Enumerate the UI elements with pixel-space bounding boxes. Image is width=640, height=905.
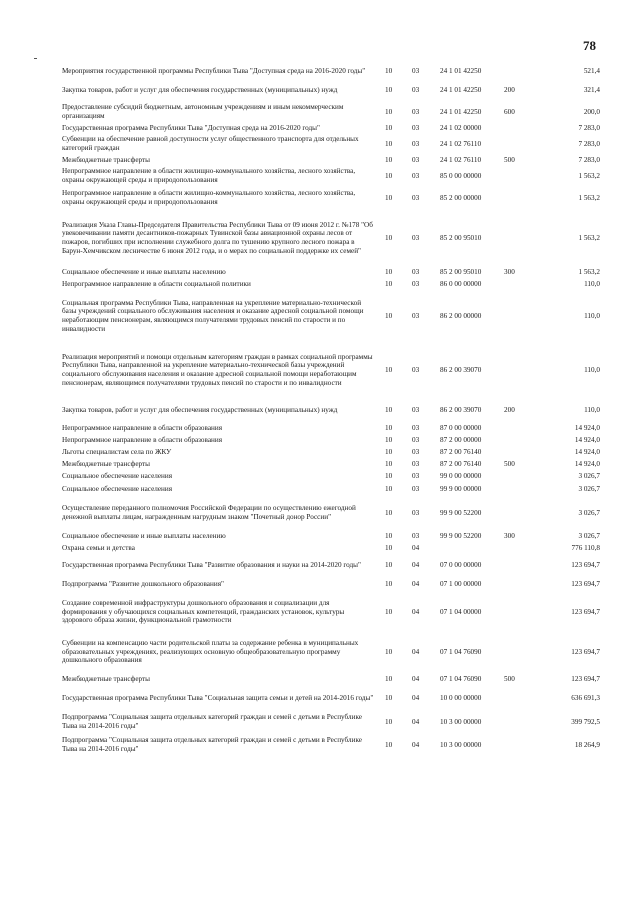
row-amount: 110,0 [584, 279, 600, 288]
row-amount: 123 694,7 [571, 607, 600, 616]
row-description: Льготы специалистам села по ЖКУ [62, 447, 172, 456]
row-subsection-code: 04 [412, 717, 420, 726]
row-amount: 399 792,5 [571, 717, 600, 726]
row-expense-type: 300 [504, 531, 515, 540]
table-row [62, 290, 600, 342]
row-section-code: 10 [385, 531, 393, 540]
row-section-code: 10 [385, 674, 393, 683]
row-subsection-code: 03 [412, 405, 420, 414]
row-target-article: 87 2 00 76140 [440, 459, 482, 468]
row-target-article: 24 1 02 00000 [440, 123, 482, 132]
table-row [62, 434, 600, 446]
table-row [62, 422, 600, 434]
row-subsection-code: 03 [412, 171, 420, 180]
row-amount: 14 924,0 [574, 459, 600, 468]
row-section-code: 10 [385, 459, 393, 468]
row-description: Осуществление переданного полномочия Российской Федерации по осуществлению ежегодной денежной выплаты лицам, награжденным нагрудным знаком "Почетный донор России" [62, 504, 356, 521]
row-target-article: 24 1 01 42250 [440, 66, 482, 75]
row-target-article: 86 2 00 39070 [440, 405, 482, 414]
row-description: Реализация мероприятий и помощи отдельным категориям граждан в рамках социальной программы Республики Тыва, направленной на укрепление материально-технической базы учреждений социального обслуживания населения и оказание адресной социальной помощи неработающим пенсионерам, являющимся получателями трудовых пенсий по старости и по инвалидности [62, 352, 373, 387]
row-subsection-code: 03 [412, 508, 420, 517]
row-description: Реализация Указа Главы-Председателя Правительства Республики Тыва от 09 июня 2012 г. №178 "Об увековечивании памяти десантников-пожарных Тувинской базы авиационной охраны лесов от пожаров, погибших при исполнении служебного долга по тушению крупного лесного пожара в Барун-Хемчикском лесничестве 6 июня 2012 года, и о мерах по социальной поддержке их семей" [62, 220, 373, 255]
row-description: Межбюджетные трансферты [62, 674, 150, 683]
row-amount: 3 026,7 [578, 508, 600, 517]
row-section-code: 10 [385, 693, 393, 702]
table-row [62, 210, 600, 266]
table-row [62, 398, 600, 422]
table-row [62, 470, 600, 482]
row-description: Подпрограмма "Социальная защита отдельных категорий граждан и семей с детьми в Республике Тыва на 2014-2016 годы" [62, 736, 362, 753]
table-row [62, 134, 600, 154]
row-subsection-code: 03 [412, 139, 420, 148]
row-target-article: 10 3 00 00000 [440, 717, 482, 726]
row-section-code: 10 [385, 267, 393, 276]
row-subsection-code: 04 [412, 740, 420, 749]
row-target-article: 07 1 04 76090 [440, 647, 482, 656]
row-description: Непрограммное направление в области социальной политики [62, 279, 251, 288]
table-row [62, 266, 600, 278]
row-expense-type: 500 [504, 459, 515, 468]
row-section-code: 10 [385, 607, 393, 616]
row-target-article: 87 2 00 76140 [440, 447, 482, 456]
row-amount: 18 264,9 [574, 740, 600, 749]
row-amount: 123 694,7 [571, 560, 600, 569]
row-subsection-code: 03 [412, 107, 420, 116]
table-row [62, 278, 600, 290]
table-row [62, 342, 600, 398]
row-target-article: 86 2 00 39070 [440, 365, 482, 374]
row-target-article: 87 0 00 00000 [440, 423, 482, 432]
row-amount: 110,0 [584, 405, 600, 414]
row-subsection-code: 03 [412, 123, 420, 132]
row-target-article: 07 1 04 00000 [440, 607, 482, 616]
row-section-code: 10 [385, 579, 393, 588]
row-subsection-code: 03 [412, 447, 420, 456]
row-amount: 321,4 [583, 85, 600, 94]
table-row [62, 542, 600, 554]
row-subsection-code: 03 [412, 155, 420, 164]
table-row [62, 592, 600, 632]
row-description: Закупка товаров, работ и услуг для обеспечения государственных (муниципальных) нужд [62, 405, 338, 414]
row-section-code: 10 [385, 85, 393, 94]
row-expense-type: 500 [504, 674, 515, 683]
row-description: Межбюджетные трансферты [62, 155, 150, 164]
row-subsection-code: 04 [412, 607, 420, 616]
row-subsection-code: 03 [412, 423, 420, 432]
row-description: Создание современной инфраструктуры дошкольного образования и социализации для формирования у обучающихся социальных компетенций, гражданских установок, культуры здорового образа жизни, функциональной грамотности [62, 599, 345, 625]
table-row [62, 710, 600, 734]
row-amount: 123 694,7 [571, 647, 600, 656]
row-target-article: 24 1 01 42250 [440, 85, 482, 94]
row-description: Непрограммное направление в области образования [62, 423, 223, 432]
row-target-article: 24 1 02 76110 [440, 155, 482, 164]
row-subsection-code: 03 [412, 459, 420, 468]
row-amount: 14 924,0 [574, 447, 600, 456]
row-section-code: 10 [385, 543, 393, 552]
row-target-article: 85 0 00 00000 [440, 171, 482, 180]
table-row [62, 446, 600, 458]
row-description: Охрана семьи и детства [62, 543, 135, 552]
row-amount: 110,0 [584, 365, 600, 374]
table-row [62, 122, 600, 134]
row-section-code: 10 [385, 484, 393, 493]
row-description: Социальное обеспечение населения [62, 484, 173, 493]
row-section-code: 10 [385, 311, 393, 320]
table-row [62, 632, 600, 672]
row-section-code: 10 [385, 647, 393, 656]
row-target-article: 07 1 04 76090 [440, 674, 482, 683]
table-row [62, 576, 600, 592]
budget-table [62, 64, 600, 756]
table-row [62, 686, 600, 710]
table-row [62, 530, 600, 542]
row-amount: 1 563,2 [578, 193, 600, 202]
row-section-code: 10 [385, 123, 393, 132]
row-amount: 3 026,7 [578, 471, 600, 480]
row-section-code: 10 [385, 405, 393, 414]
row-description: Государственная программа Республики Тыва "Доступная среда на 2016-2020 годы" [62, 123, 320, 132]
row-section-code: 10 [385, 139, 393, 148]
row-expense-type: 200 [504, 85, 515, 94]
row-target-article: 87 2 00 00000 [440, 435, 482, 444]
row-target-article: 07 1 00 00000 [440, 579, 482, 588]
row-description: Закупка товаров, работ и услуг для обеспечения государственных (муниципальных) нужд [62, 85, 338, 94]
row-target-article: 24 1 01 42250 [440, 107, 482, 116]
row-target-article: 85 2 00 95010 [440, 267, 482, 276]
row-amount: 776 110,8 [571, 543, 600, 552]
table-row [62, 672, 600, 686]
row-target-article: 07 0 00 00000 [440, 560, 482, 569]
row-target-article: 85 2 00 95010 [440, 233, 482, 242]
table-row [62, 734, 600, 756]
table-row [62, 78, 600, 102]
row-section-code: 10 [385, 435, 393, 444]
row-subsection-code: 04 [412, 647, 420, 656]
table-row [62, 166, 600, 186]
row-amount: 7 283,0 [578, 123, 600, 132]
row-section-code: 10 [385, 171, 393, 180]
row-description: Непрограммное направление в области жилищно-коммунального хозяйства, лесного хозяйства, охраны окружающей среды и природопользования [62, 189, 356, 206]
row-section-code: 10 [385, 155, 393, 164]
row-subsection-code: 03 [412, 267, 420, 276]
row-amount: 123 694,7 [571, 579, 600, 588]
table-row [62, 482, 600, 496]
row-description: Предоставление субсидий бюджетным, автономным учреждениям и иным некоммерческим организациям [62, 103, 344, 120]
row-amount: 1 563,2 [578, 233, 600, 242]
row-description: Социальное обеспечение и иные выплаты населению [62, 531, 226, 540]
page-number: 78 [583, 38, 596, 53]
row-section-code: 10 [385, 560, 393, 569]
row-amount: 200,0 [583, 107, 600, 116]
row-amount: 7 283,0 [578, 155, 600, 164]
row-subsection-code: 04 [412, 674, 420, 683]
row-subsection-code: 03 [412, 85, 420, 94]
row-amount: 3 026,7 [578, 531, 600, 540]
row-target-article: 86 0 00 00000 [440, 279, 482, 288]
table-row [62, 102, 600, 122]
row-subsection-code: 03 [412, 311, 420, 320]
row-description: Непрограммное направление в области образования [62, 435, 223, 444]
row-amount: 3 026,7 [578, 484, 600, 493]
row-subsection-code: 03 [412, 233, 420, 242]
row-section-code: 10 [385, 66, 393, 75]
row-section-code: 10 [385, 447, 393, 456]
row-description: Социальная программа Республики Тыва, направленная на укрепление материально-технической базы учреждений социального обслуживания населения и оказание адресной социальной помощи неработающим пенсионерам, являющимся получателями трудовых пенсий по старости и по инвалидности [62, 298, 364, 333]
row-subsection-code: 03 [412, 531, 420, 540]
row-subsection-code: 04 [412, 560, 420, 569]
row-target-article: 99 9 00 52200 [440, 531, 482, 540]
row-subsection-code: 04 [412, 579, 420, 588]
row-amount: 14 924,0 [574, 435, 600, 444]
row-description: Непрограммное направление в области жилищно-коммунального хозяйства, лесного хозяйства, охраны окружающей среды и природопользования [62, 167, 356, 184]
row-subsection-code: 03 [412, 66, 420, 75]
table-row [62, 186, 600, 210]
row-description: Субвенции на компенсацию части родительской платы за содержание ребенка в муниципальных образовательных учреждениях, реализующих основную общеобразовательную программу дошкольного образования [62, 639, 359, 665]
row-description: Подпрограмма "Развитие дошкольного образования" [62, 579, 224, 588]
row-target-article: 10 0 00 00000 [440, 693, 482, 702]
row-expense-type: 500 [504, 155, 515, 164]
row-target-article: 86 2 00 00000 [440, 311, 482, 320]
row-subsection-code: 04 [412, 543, 420, 552]
row-subsection-code: 03 [412, 435, 420, 444]
row-description: Подпрограмма "Социальная защита отдельных категорий граждан и семей с детьми в Республике Тыва на 2014-2016 годы" [62, 713, 362, 730]
row-section-code: 10 [385, 740, 393, 749]
row-amount: 636 691,3 [571, 693, 600, 702]
table-row [62, 64, 600, 78]
row-expense-type: 600 [504, 107, 515, 116]
row-description: Государственная программа Республики Тыва "Социальная защита семьи и детей на 2014-2016 годы" [62, 693, 374, 702]
row-section-code: 10 [385, 508, 393, 517]
row-description: Социальное обеспечение и иные выплаты населению [62, 267, 226, 276]
row-target-article: 99 9 00 00000 [440, 484, 482, 493]
row-amount: 123 694,7 [571, 674, 600, 683]
row-description: Субвенции на обеспечение равной доступности услуг общественного транспорта для отдельных категорий граждан [62, 135, 359, 152]
row-description: Межбюджетные трансферты [62, 459, 150, 468]
row-target-article: 99 9 00 52200 [440, 508, 482, 517]
row-amount: 1 563,2 [578, 267, 600, 276]
row-amount: 521,4 [583, 66, 600, 75]
row-description: Социальное обеспечение населения [62, 471, 173, 480]
row-subsection-code: 04 [412, 693, 420, 702]
row-section-code: 10 [385, 471, 393, 480]
row-subsection-code: 03 [412, 279, 420, 288]
row-amount: 14 924,0 [574, 423, 600, 432]
row-description: Государственная программа Республики Тыва "Развитие образования и науки на 2014-2020 годы" [62, 560, 361, 569]
row-expense-type: 300 [504, 267, 515, 276]
row-target-article: 24 1 02 76110 [440, 139, 482, 148]
row-amount: 1 563,2 [578, 171, 600, 180]
row-target-article: 99 0 00 00000 [440, 471, 482, 480]
row-subsection-code: 03 [412, 365, 420, 374]
row-subsection-code: 03 [412, 484, 420, 493]
table-row [62, 154, 600, 166]
row-section-code: 10 [385, 233, 393, 242]
row-section-code: 10 [385, 107, 393, 116]
row-expense-type: 200 [504, 405, 515, 414]
row-section-code: 10 [385, 193, 393, 202]
row-subsection-code: 03 [412, 193, 420, 202]
row-section-code: 10 [385, 279, 393, 288]
table-row [62, 554, 600, 576]
row-amount: 110,0 [584, 311, 600, 320]
row-section-code: 10 [385, 365, 393, 374]
row-section-code: 10 [385, 423, 393, 432]
row-description: Мероприятия государственной программы Республики Тыва "Доступная среда на 2016-2020 годы" [62, 66, 366, 75]
row-section-code: 10 [385, 717, 393, 726]
table-row [62, 496, 600, 530]
scan-mark [34, 58, 37, 59]
table-row [62, 458, 600, 470]
row-subsection-code: 03 [412, 471, 420, 480]
row-target-article: 10 3 00 00000 [440, 740, 482, 749]
row-target-article: 85 2 00 00000 [440, 193, 482, 202]
row-amount: 7 283,0 [578, 139, 600, 148]
